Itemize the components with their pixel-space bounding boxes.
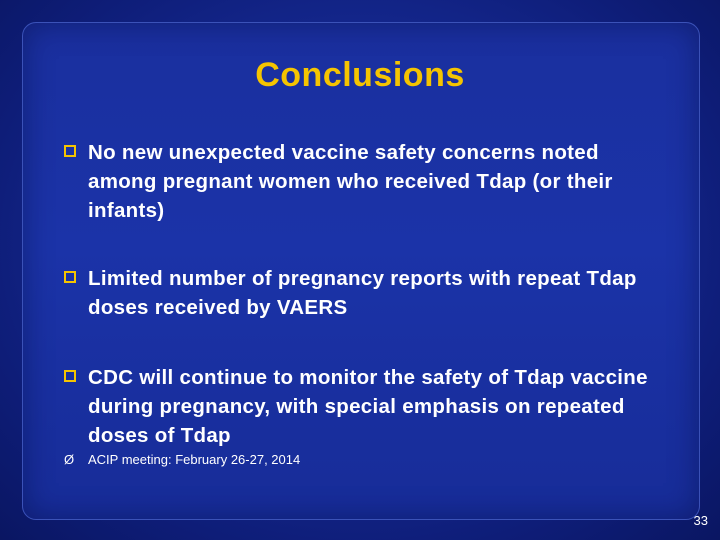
checkbox-icon: [64, 271, 76, 283]
slide-title: Conclusions: [255, 56, 465, 94]
page-number: 33: [693, 513, 708, 528]
arrow-bullet-icon: Ø: [64, 452, 75, 467]
bullet-item: [64, 138, 664, 225]
footnote: [64, 451, 564, 469]
bullet-item: [64, 264, 664, 322]
bullet-text: No new unexpected vaccine safety concerns noted among pregnant women who received Tdap (or their infants): [88, 141, 613, 222]
checkbox-icon: [64, 370, 76, 382]
bullet-item: [64, 363, 664, 450]
footnote-text: ACIP meeting: February 26-27, 2014: [88, 452, 301, 467]
bullet-text: CDC will continue to monitor the safety of Tdap vaccine during pregnancy, with special emphasis on repeated doses of Tdap: [88, 366, 648, 447]
checkbox-icon: [64, 145, 76, 157]
bullet-text: Limited number of pregnancy reports with repeat Tdap doses received by VAERS: [88, 267, 637, 319]
